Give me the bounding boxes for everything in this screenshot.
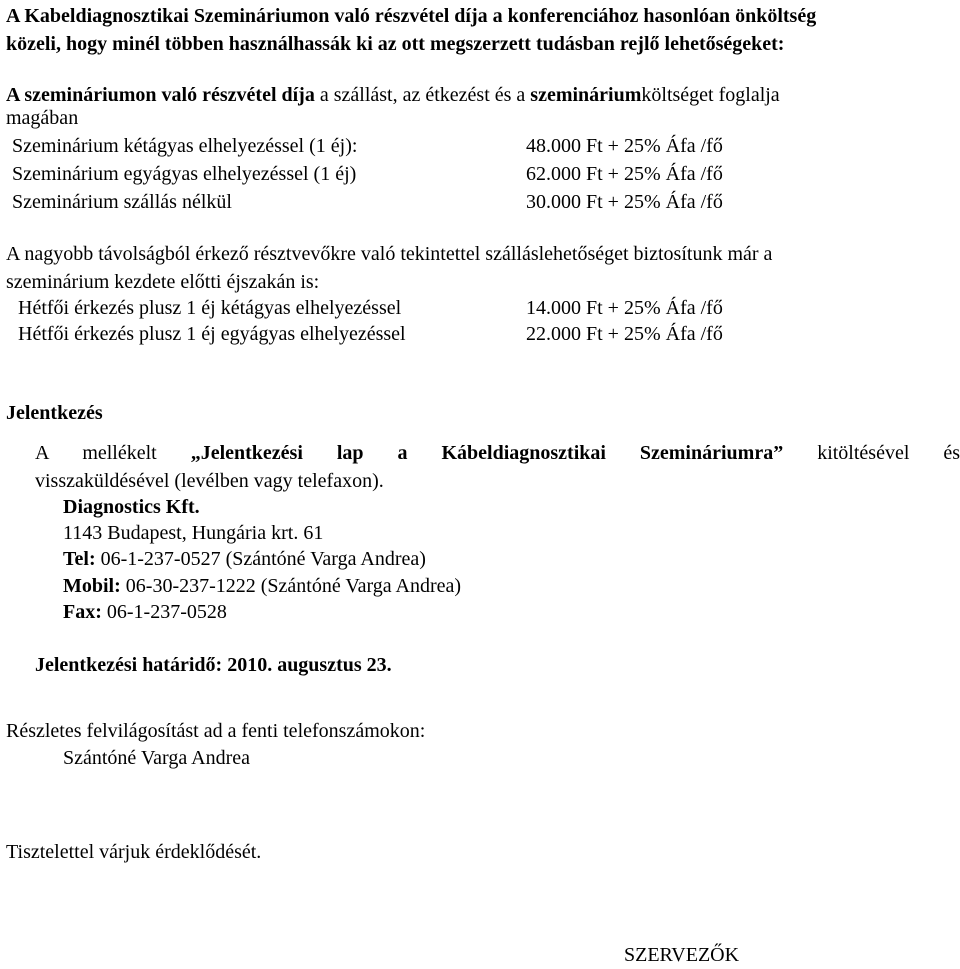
extra-fee-price: 14.000 Ft + 25% Áfa /fő [526, 297, 723, 319]
info-line: Részletes felvilágosítást ad a fenti telefonszámokon: [6, 720, 426, 742]
signature: SZERVEZŐK [624, 944, 740, 966]
fee-note-line-2: magában [6, 107, 79, 129]
fee-price: 30.000 Ft + 25% Áfa /fő [526, 191, 723, 213]
fee-note-text-1: a szállást, az étkezést és a [314, 84, 531, 106]
extra-fee-price: 22.000 Ft + 25% Áfa /fő [526, 323, 723, 345]
fee-price: 48.000 Ft + 25% Áfa /fő [526, 135, 723, 157]
registration-line-2: visszaküldésével (levélben vagy telefaxon). [35, 470, 384, 492]
closing-text: Tisztelettel várjuk érdeklődését. [6, 841, 262, 863]
mobile-line [63, 572, 461, 600]
extra-fee-label: Hétfői érkezés plusz 1 éj egyágyas elhelyezéssel [18, 323, 406, 345]
intro-line-1: A Kabeldiagnosztikai Szemináriumon való részvétel díja a konferenciához hasonlóan önköltség [6, 5, 817, 27]
info-contact: Szántóné Varga Andrea [63, 747, 250, 769]
mobile-value: 06-30-237-1222 (Szántóné Varga Andrea) [120, 575, 462, 597]
company-name: Diagnostics Kft. [63, 496, 200, 518]
fax-line [63, 598, 227, 626]
registration-word: A [35, 442, 49, 464]
registration-word: kitöltésével [817, 442, 910, 464]
extra-fee-label: Hétfői érkezés plusz 1 éj kétágyas elhelyezéssel [18, 297, 402, 319]
phone-label: Tel: [63, 548, 96, 570]
fee-label: Szeminárium kétágyas elhelyezéssel (1 éj): [12, 135, 358, 157]
phone-value: 06-1-237-0527 (Szántóné Varga Andrea) [95, 548, 426, 570]
fax-label: Fax: [63, 601, 102, 623]
fee-note-bold-1: A szemináriumon való részvétel díja [6, 84, 315, 106]
registration-word: és [943, 442, 960, 464]
fee-note-text-2: költséget foglalja [641, 84, 780, 106]
fee-price: 62.000 Ft + 25% Áfa /fő [526, 163, 723, 185]
registration-line-1 [35, 439, 960, 467]
fax-value: 06-1-237-0528 [101, 601, 227, 623]
fee-note-line-1 [6, 81, 780, 109]
phone-line [63, 545, 426, 573]
registration-form-title: „Jelentkezési lap a Kábeldiagnosztikai Szemináriumra” [190, 442, 784, 464]
company-address: 1143 Budapest, Hungária krt. 61 [63, 522, 324, 544]
travel-note-line-1: A nagyobb távolságból érkező résztvevőkre való tekintettel szálláslehetőséget biztosítunk már a [6, 243, 773, 265]
fee-note-bold-2: szeminárium [530, 84, 642, 106]
fee-label: Szeminárium szállás nélkül [12, 191, 232, 213]
fee-label: Szeminárium egyágyas elhelyezéssel (1 éj) [12, 163, 357, 185]
intro-line-2: közeli, hogy minél többen használhassák ki az ott megszerzett tudásban rejlő lehetőségeket: [6, 33, 785, 55]
mobile-label: Mobil: [63, 575, 121, 597]
travel-note-line-2: szeminárium kezdete előtti éjszakán is: [6, 271, 320, 293]
registration-deadline: Jelentkezési határidő: 2010. augusztus 23. [35, 654, 392, 676]
registration-heading: Jelentkezés [6, 402, 103, 424]
registration-word: mellékelt [82, 442, 157, 464]
